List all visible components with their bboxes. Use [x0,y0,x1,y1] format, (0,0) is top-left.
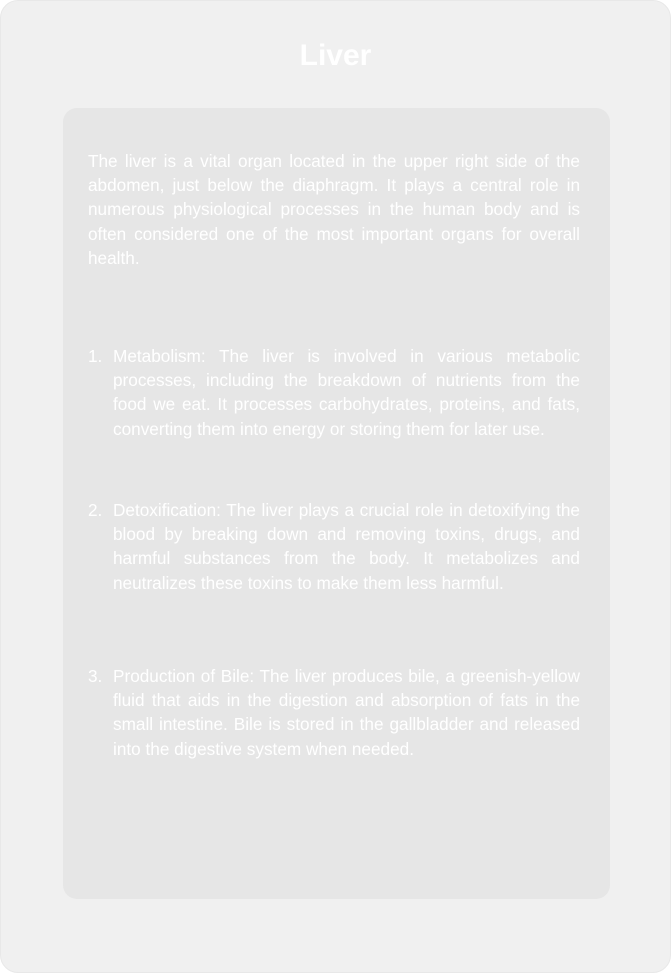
list-item-number: 1. [88,346,103,366]
list-item [88,498,580,595]
page-title: Liver [299,39,372,72]
list-item [88,664,580,761]
list-item-number: 3. [88,666,103,686]
list-item-text: Metabolism: The liver is involved in various metabolic processes, including the breakdown of nutrients from the food we eat. It processes carbohydrates, proteins, and fats, converting them into energy or storing them for later use. [113,346,580,439]
article-body [88,149,580,759]
list-item [88,344,580,441]
intro-paragraph: The liver is a vital organ located in the upper right side of the abdomen, just below the diaphragm. It plays a central role in numerous physiological processes in the human body and is often considered one of the most important organs for overall health. [88,151,580,268]
content-panel [63,108,610,899]
list-item-text: Detoxification: The liver plays a crucial role in detoxifying the blood by breaking down and removing toxins, drugs, and harmful substances from the body. It metabolizes and neutralizes these toxins to make them less harmful. [113,500,580,593]
list-item-number: 2. [88,500,103,520]
list-item-text: Production of Bile: The liver produces bile, a greenish-yellow fluid that aids in the digestion and absorption of fats in the small intestine. Bile is stored in the gallbladder and released into the digestive system when needed. [113,666,580,759]
